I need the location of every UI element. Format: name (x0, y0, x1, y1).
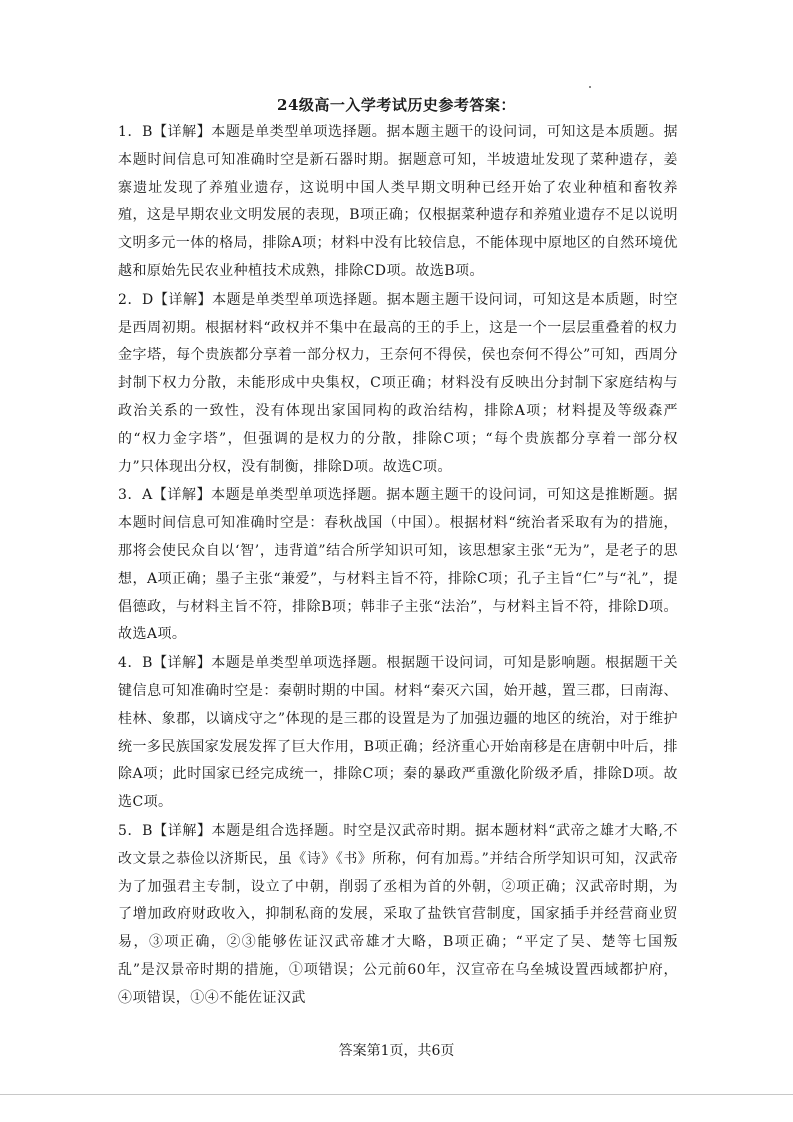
answer-text: 4．B【详解】本题是单类型单项选择题。根据题干设问词，可知是影响题。根据题干关键信息可知准确时空是：秦朝时期的中国。材料“秦灭六国，始开越，置三郡，曰南海、桂林、象郡，以谪戍守之”体现的是三郡的设置是为了加强边疆的地区的统治，对于维护统一多民族国家发展发挥了巨大作用，B项正确；经济重心开始南移是在唐朝中叶后，排除A项；此时国家已经完成统一，排除C项；秦的暴政严重激化阶级矛盾，排除D项。故选C项。 (118, 655, 678, 811)
answer-text: 3．A【详解】本题是单类型单项选择题。据本题主题干的设问词，可知这是推断题。据本题时间信息可知准确时空是：春秋战国（中国）。根据材料“统治者采取有为的措施，那将会使民众自以‘智’，违背道”结合所学知识可知，该思想家主张“无为”，是老子的思想，A项正确；墨子主张“兼爱”，与材料主旨不符，排除C项；孔子主旨“仁”与“礼”，提倡德政，与材料主旨不符，排除B项；韩非子主张“法治”，与材料主旨不符，排除D项。故选A项。 (118, 487, 678, 643)
answer-text: 1．B【详解】本题是单类型单项选择题。据本题主题干的设问词，可知这是本质题。据本题时间信息可知准确时空是新石器时期。据题意可知，半坡遗址发现了菜种遗存，姜寨遗址发现了养殖业遗存，这说明中国人类早期文明种已经开始了农业种植和畜牧养殖，这是早期农业文明发展的表现，B项正确；仅根据菜种遗存和养殖业遗存不足以说明文明多元一体的格局，排除A项；材料中没有比较信息，不能体现中原地区的自然环境优越和原始先民农业种植技术成熟，排除CD项。故选B项。 (118, 124, 678, 279)
scan-speck (589, 86, 591, 88)
answer-list (118, 119, 678, 1013)
page-bottom-divider (0, 1094, 793, 1095)
answer-item-2 (118, 287, 678, 482)
answer-text: 2．D【详解】本题是单类型单项选择题。据本题主题干设问词，可知这是本质题，时空是西周初期。根据材料“政权并不集中在最高的王的手上，这是一个一层层重叠着的权力金字塔，每个贵族都分享着一部分权力，王奈何不得侯，侯也奈何不得公”可知，西周分封制下权力分散，未能形成中央集权，C项正确；材料没有反映出分封制下家庭结构与政治关系的一致性，没有体现出家国同构的政治结构，排除A项；材料提及等级森严的“权力金字塔”，但强调的是权力的分散，排除C项；“每个贵族都分享着一部分权力”只体现出分权，没有制衡，排除D项。故选C项。 (118, 291, 678, 475)
page-footer: 答案第1页，共6页 (338, 1043, 455, 1059)
answer-item-1 (118, 119, 678, 286)
answer-item-3 (118, 482, 678, 649)
page-title: 24级高一入学考试历史参考答案： (277, 96, 516, 114)
answer-item-5 (118, 818, 678, 1013)
answer-text: 5．B【详解】本题是组合选择题。时空是汉武帝时期。据本题材料“武帝之雄才大略,不改文景之恭俭以济斯民，虽《诗》《书》所称，何有加焉。”并结合所学知识可知，汉武帝为了加强君主专制，设立了中朝，削弱了丞相为首的外朝，②项正确；汉武帝时期，为了增加政府财政收入，抑制私商的发展，采取了盐铁官营制度，国家插手并经营商业贸易，③项正确，②③能够佐证汉武帝雄才大略，B项正确；“平定了吴、楚等七国叛乱”是汉景帝时期的措施，①项错误；公元前60年，汉宣帝在乌垒城设置西域都护府，④项错误，①④不能佐证汉武 (118, 822, 678, 1006)
answer-item-4 (118, 650, 678, 817)
